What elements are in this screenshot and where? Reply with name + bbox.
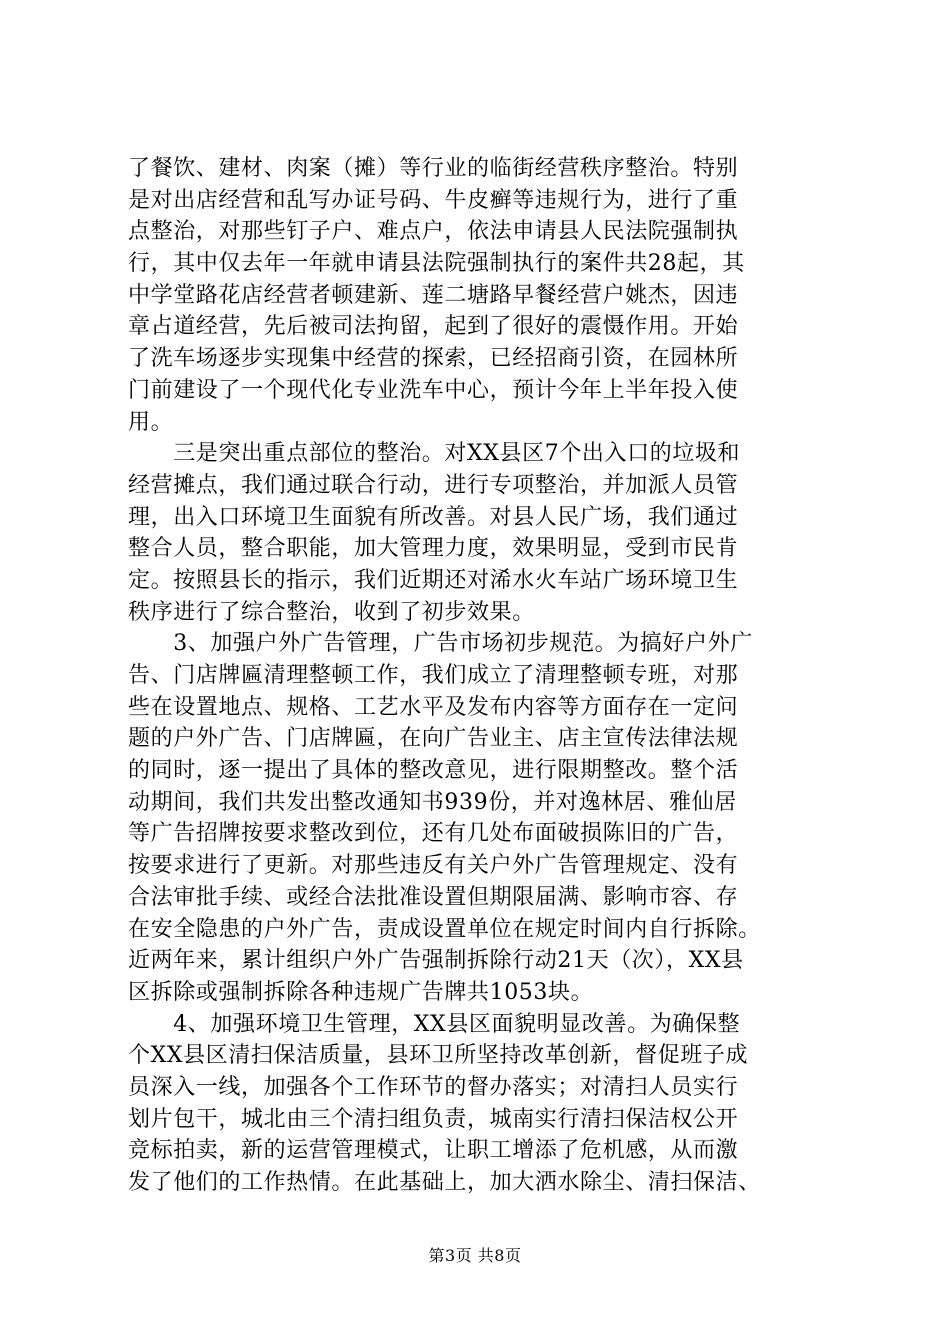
- text-line: 理，出入口环境卫生面貌有所改善。对县人民广场，我们通过: [128, 504, 739, 530]
- text-line: 个XX县区清扫保洁质量，县环卫所坚持改革创新，督促班子成: [128, 1043, 749, 1069]
- text-line: 了餐饮、建材、肉案（摊）等行业的临街经营秩序整治。特别: [128, 156, 739, 181]
- text-line: 4、加强环境卫生管理，XX县区面貌明显改善。为确保整: [128, 1011, 741, 1037]
- text-line: 是对出店经营和乱写办证号码、牛皮癣等违规行为，进行了重: [128, 187, 739, 213]
- text-line: 的同时，逐一提出了具体的整改意见，进行限期整改。整个活: [128, 758, 739, 784]
- text-line: 中学堂路花店经营者顿建新、莲二塘路早餐经营户姚杰，因违: [128, 282, 739, 308]
- text-line: 合法审批手续、或经合法批准设置但期限届满、影响市容、存: [128, 884, 739, 910]
- text-line: 告、门店牌匾清理整顿工作，我们成立了清理整顿专班，对那: [128, 663, 739, 688]
- text-line: 三是突出重点部位的整治。对XX县区7个出入口的垃圾和: [128, 441, 741, 467]
- page-footer: 第3页 共8页: [428, 1246, 522, 1265]
- text-line: 等广告招牌按要求整改到位，还有几处布面破损陈旧的广告，: [128, 821, 739, 847]
- text-line: 按要求进行了更新。对那些违反有关户外广告管理规定、没有: [128, 853, 739, 879]
- text-line: 划片包干，城北由三个清扫组负责，城南实行清扫保洁权公开: [128, 1106, 739, 1132]
- text-line: 定。按照县长的指示，我们近期还对浠水火车站广场环境卫生: [128, 567, 739, 593]
- text-line: 些在设置地点、规格、工艺水平及发布内容等方面存在一定问: [128, 694, 739, 720]
- text-line: 动期间，我们共发出整改通知书939份，并对逸林居、雅仙居: [128, 789, 737, 815]
- body-text: [128, 153, 840, 1199]
- text-line: 门前建设了一个现代化专业洗车中心，预计今年上半年投入使: [128, 377, 739, 403]
- text-line: 用。: [128, 409, 174, 435]
- text-line: 近两年来，累计组织户外广告强制拆除行动21天（次），XX县: [128, 948, 744, 974]
- text-line: 行，其中仅去年一年就申请县法院强制执行的案件共28起，其: [128, 251, 745, 277]
- text-line: 秩序进行了综合整治，收到了初步效果。: [128, 599, 535, 625]
- text-line: 点整治，对那些钉子户、难点户，依法申请县人民法院强制执: [128, 219, 739, 245]
- text-line: 在安全隐患的户外广告，责成设置单位在规定时间内自行拆除。: [128, 916, 761, 942]
- text-line: 经营摊点，我们通过联合行动，进行专项整治，并加派人员管: [128, 472, 739, 498]
- text-line: 3、加强户外广告管理，广告市场初步规范。为搞好户外广: [128, 631, 753, 657]
- text-line: 员深入一线，加强各个工作环节的督办落实；对清扫人员实行: [128, 1074, 739, 1100]
- text-line: 竞标拍卖，新的运营管理模式，让职工增添了危机感，从而激: [128, 1138, 739, 1164]
- text-line: 章占道经营，先后被司法拘留，起到了很好的震慑作用。开始: [128, 314, 739, 340]
- text-line: 整合人员，整合职能，加大管理力度，效果明显，受到市民肯: [128, 536, 739, 562]
- text-line: 题的户外广告、门店牌匾，在向广告业主、店主宣传法律法规: [128, 726, 739, 752]
- text-line: 发了他们的工作热情。在此基础上，加大洒水除尘、清扫保洁、: [128, 1170, 761, 1195]
- text-line: 区拆除或强制拆除各种违规广告牌共1053块。: [128, 979, 594, 1005]
- text-line: 了洗车场逐步实现集中经营的探索，已经招商引资，在园林所: [128, 346, 739, 372]
